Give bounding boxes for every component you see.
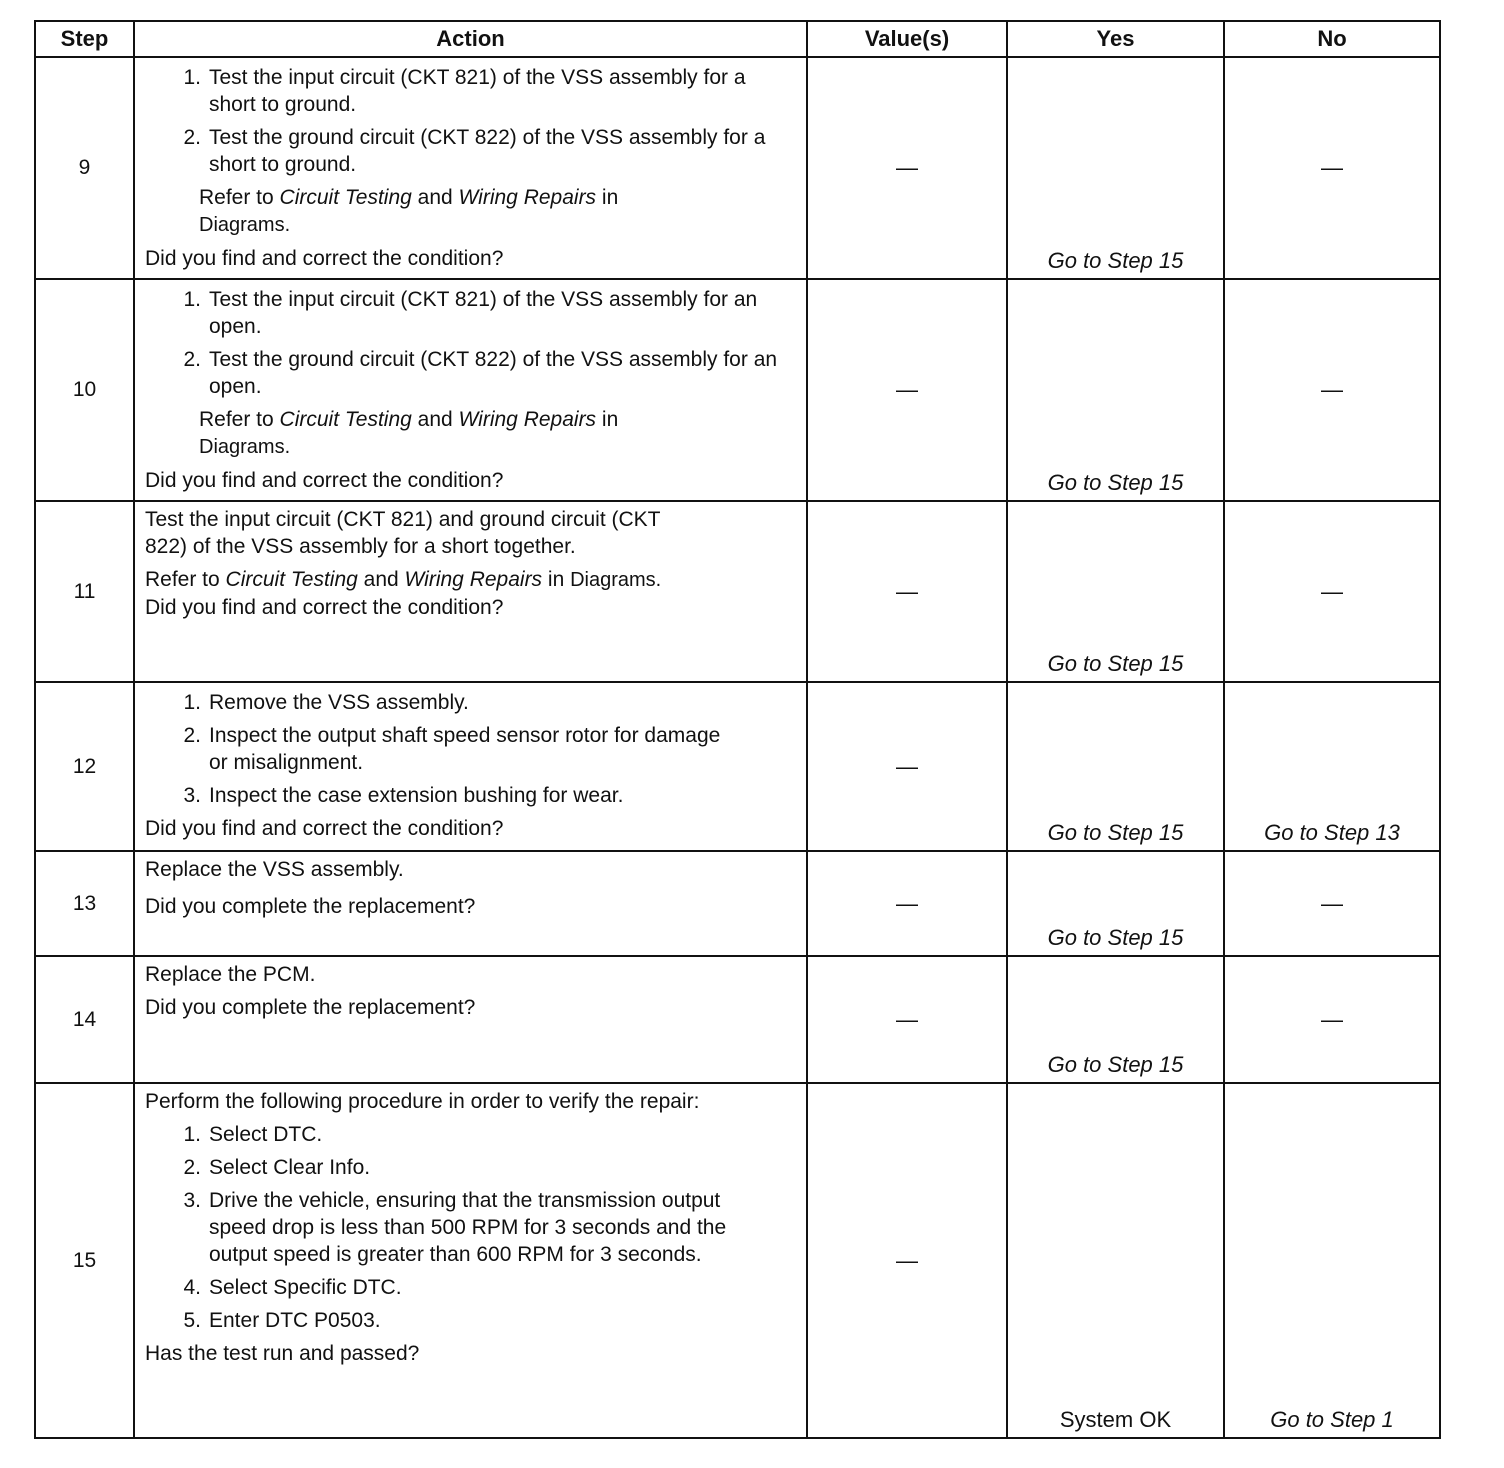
yes-result: Go to Step 15 xyxy=(1047,470,1184,495)
header-no: No xyxy=(1224,21,1440,57)
step-number: 14 xyxy=(35,956,134,1083)
action-question: Did you complete the replacement? xyxy=(145,996,476,1019)
yes-result: System OK xyxy=(1059,1407,1172,1432)
diagnostic-table-page xyxy=(34,20,1439,1439)
no-cell xyxy=(1224,682,1440,851)
table-row xyxy=(35,1083,1440,1438)
table-row xyxy=(35,57,1440,279)
action-text: Replace the VSS assembly. xyxy=(145,858,404,881)
yes-cell xyxy=(1007,1083,1224,1438)
step-number: 11 xyxy=(35,501,134,682)
list-item: 3. Inspect the case extension bushing for wear. xyxy=(183,784,624,807)
yes-result: Go to Step 15 xyxy=(1047,248,1184,273)
table-row xyxy=(35,501,1440,682)
yes-cell xyxy=(1007,501,1224,682)
header-values: Value(s) xyxy=(807,21,1007,57)
yes-cell xyxy=(1007,279,1224,501)
action-text: Perform the following procedure in order to verify the repair: xyxy=(145,1090,700,1113)
action-question: Did you find and correct the condition? xyxy=(145,596,504,619)
action-question: Did you find and correct the condition? xyxy=(145,817,504,840)
list-item: 4. Select Specific DTC. xyxy=(183,1276,402,1299)
header-action: Action xyxy=(134,21,807,57)
value-cell: — xyxy=(807,956,1007,1083)
step-number: 12 xyxy=(35,682,134,851)
yes-cell xyxy=(1007,682,1224,851)
list-item: 2. Test the ground circuit (CKT 822) of the VSS assembly for a short to ground. xyxy=(183,126,766,176)
list-item: 1. Select DTC. xyxy=(183,1123,323,1146)
list-item: 1. Test the input circuit (CKT 821) of the VSS assembly for a short to ground. xyxy=(183,66,746,116)
list-item: 3. Drive the vehicle, ensuring that the transmission output speed drop is less than 500 RPM for 3 seconds and the output speed is greater than 600 RPM for 3 seconds. xyxy=(183,1189,727,1266)
action-cell xyxy=(134,501,807,682)
yes-result: Go to Step 15 xyxy=(1047,1052,1184,1077)
list-item: 2. Select Clear Info. xyxy=(183,1156,371,1179)
yes-cell xyxy=(1007,57,1224,279)
list-item: 1. Test the input circuit (CKT 821) of the VSS assembly for an open. xyxy=(183,288,758,338)
refer-note: Refer to Circuit Testing and Wiring Repairs in Diagrams. xyxy=(199,408,619,458)
list-item: 2. Inspect the output shaft speed sensor rotor for damage or misalignment. xyxy=(183,724,721,774)
value-cell: — xyxy=(807,851,1007,956)
no-cell: — xyxy=(1224,956,1440,1083)
no-cell: — xyxy=(1224,851,1440,956)
action-cell xyxy=(134,682,807,851)
yes-cell xyxy=(1007,851,1224,956)
table-row xyxy=(35,279,1440,501)
header-yes: Yes xyxy=(1007,21,1224,57)
action-question: Did you complete the replacement? xyxy=(145,895,476,918)
value-cell: — xyxy=(807,57,1007,279)
step-number: 13 xyxy=(35,851,134,956)
action-question: Did you find and correct the condition? xyxy=(145,247,504,270)
value-cell: — xyxy=(807,682,1007,851)
refer-note: Refer to Circuit Testing and Wiring Repairs in Diagrams. xyxy=(145,568,662,591)
diagnostic-table xyxy=(34,20,1441,1439)
yes-result: Go to Step 15 xyxy=(1047,820,1184,845)
step-number: 10 xyxy=(35,279,134,501)
value-cell: — xyxy=(807,279,1007,501)
table-row xyxy=(35,956,1440,1083)
action-question: Has the test run and passed? xyxy=(145,1342,420,1365)
no-cell xyxy=(1224,1083,1440,1438)
yes-result: Go to Step 15 xyxy=(1047,925,1184,950)
action-cell xyxy=(134,57,807,279)
action-text: Test the input circuit (CKT 821) and ground circuit (CKT 822) of the VSS assembly for a short together. xyxy=(145,508,661,558)
list-item: 2. Test the ground circuit (CKT 822) of the VSS assembly for an open. xyxy=(183,348,778,398)
header-row xyxy=(35,21,1440,57)
action-cell xyxy=(134,851,807,956)
table-row xyxy=(35,851,1440,956)
value-cell: — xyxy=(807,501,1007,682)
list-item: 5. Enter DTC P0503. xyxy=(183,1309,381,1332)
value-cell: — xyxy=(807,1083,1007,1438)
action-question: Did you find and correct the condition? xyxy=(145,469,504,492)
action-text: Replace the PCM. xyxy=(145,963,316,986)
no-cell: — xyxy=(1224,57,1440,279)
step-number: 15 xyxy=(35,1083,134,1438)
no-cell: — xyxy=(1224,279,1440,501)
yes-cell xyxy=(1007,956,1224,1083)
refer-note: Refer to Circuit Testing and Wiring Repairs in Diagrams. xyxy=(199,186,619,236)
no-cell: — xyxy=(1224,501,1440,682)
table-row xyxy=(35,682,1440,851)
action-cell xyxy=(134,279,807,501)
header-step: Step xyxy=(35,21,134,57)
no-result: Go to Step 13 xyxy=(1264,820,1400,845)
list-item: 1. Remove the VSS assembly. xyxy=(183,691,469,714)
action-cell xyxy=(134,1083,807,1438)
action-cell xyxy=(134,956,807,1083)
step-number: 9 xyxy=(35,57,134,279)
no-result: Go to Step 1 xyxy=(1270,1407,1394,1432)
yes-result: Go to Step 15 xyxy=(1047,651,1184,676)
